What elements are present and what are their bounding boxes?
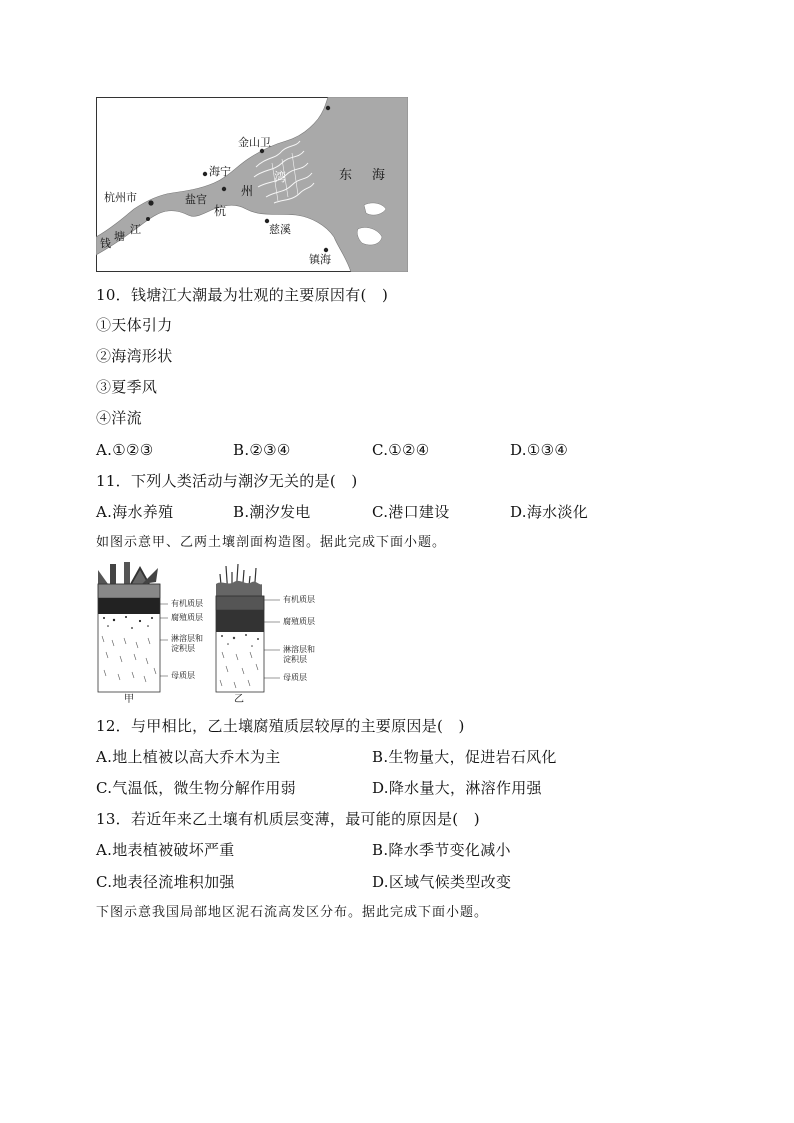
label-hang: 杭	[214, 204, 227, 218]
q11-option-a[interactable]: A.海水养殖	[96, 503, 174, 521]
jia-label-eluvial: 淋溶层和	[171, 634, 203, 643]
city-dot	[203, 172, 207, 176]
label-qian: 钱	[100, 237, 111, 250]
q13-option-c[interactable]: C.地表径流堆积加强	[96, 873, 235, 891]
q12-option-c[interactable]: C.气温低，微生物分解作用弱	[96, 779, 296, 797]
label-hai: 海	[372, 168, 386, 183]
q13-option-b[interactable]: B.降水季节变化减小	[372, 841, 511, 859]
label-haining: 海宁	[209, 165, 231, 178]
label-dong: 东	[339, 168, 353, 183]
label-zhou: 州	[241, 184, 254, 198]
yi-label-organic: 有机质层	[283, 595, 315, 604]
label-tang: 塘	[114, 230, 125, 243]
q10-item-3: ③夏季风	[96, 378, 158, 396]
q10-stem: 10．钱塘江大潮最为壮观的主要原因有( )	[96, 286, 389, 304]
q11-option-c[interactable]: C.港口建设	[372, 503, 450, 521]
q10-item-2: ②海湾形状	[96, 347, 173, 365]
q10-option-b[interactable]: B.②③④	[233, 441, 291, 459]
yi-label-humus: 腐殖质层	[283, 617, 315, 626]
yi-label-parent: 母质层	[283, 673, 307, 682]
caption-jia: 甲	[124, 694, 134, 705]
label-jiang: 江	[130, 223, 141, 236]
soil-profile-figure	[96, 562, 328, 708]
q10-item-4: ④洋流	[96, 409, 142, 427]
soil-graphic	[96, 562, 328, 708]
q11-stem: 11．下列人类活动与潮汐无关的是( )	[96, 472, 358, 490]
q13-stem: 13．若近年来乙土壤有机质层变薄，最可能的原因是( )	[96, 810, 480, 828]
label-hangzhou: 杭州市	[104, 191, 137, 204]
city-dot	[324, 248, 328, 252]
jia-label-illuvial: 淀积层	[171, 644, 195, 653]
caption-yi: 乙	[234, 694, 244, 705]
city-dot	[148, 200, 153, 205]
label-cixi: 慈溪	[269, 223, 291, 236]
soil-column-jia	[98, 562, 160, 692]
q12-option-a[interactable]: A.地上植被以高大乔木为主	[96, 748, 281, 766]
q11-option-b[interactable]: B.潮汐发电	[233, 503, 311, 521]
label-jinshanwei: 金山卫	[238, 136, 271, 149]
city-dot	[326, 106, 330, 110]
intro-debris-flow: 下图示意我国局部地区泥石流高发区分布。据此完成下面小题。	[96, 905, 489, 920]
soil-column-yi	[216, 564, 264, 692]
map-graphic	[96, 97, 408, 272]
intro-soil: 如图示意甲、乙两土壤剖面构造图。据此完成下面小题。	[96, 535, 447, 550]
q10-option-a[interactable]: A.①②③	[96, 441, 154, 459]
city-dot	[260, 149, 264, 153]
label-zhenhai: 镇海	[309, 253, 331, 266]
yi-label-eluvial: 淋溶层和	[283, 645, 315, 654]
yi-label-illuvial: 淀积层	[283, 655, 307, 664]
jia-label-organic: 有机质层	[171, 599, 203, 608]
q10-item-1: ①天体引力	[96, 316, 173, 334]
q13-option-d[interactable]: D.区域气候类型改变	[372, 873, 512, 891]
label-wan: 湾	[274, 170, 287, 184]
q10-option-c[interactable]: C.①②④	[372, 441, 430, 459]
q11-option-d[interactable]: D.海水淡化	[510, 503, 589, 521]
jia-label-humus: 腐殖质层	[171, 613, 203, 622]
city-dot	[222, 187, 226, 191]
q12-option-b[interactable]: B.生物量大，促进岩石风化	[372, 748, 557, 766]
label-yanguan: 盐官	[185, 193, 207, 206]
q12-stem: 12．与甲相比，乙土壤腐殖质层较厚的主要原因是( )	[96, 717, 465, 735]
city-dot	[146, 217, 150, 221]
jia-label-parent: 母质层	[171, 671, 195, 680]
hangzhou-bay-map	[96, 97, 408, 272]
q13-option-a[interactable]: A.地表植被破坏严重	[96, 841, 235, 859]
q12-option-d[interactable]: D.降水量大，淋溶作用强	[372, 779, 542, 797]
q10-option-d[interactable]: D.①③④	[510, 441, 569, 459]
